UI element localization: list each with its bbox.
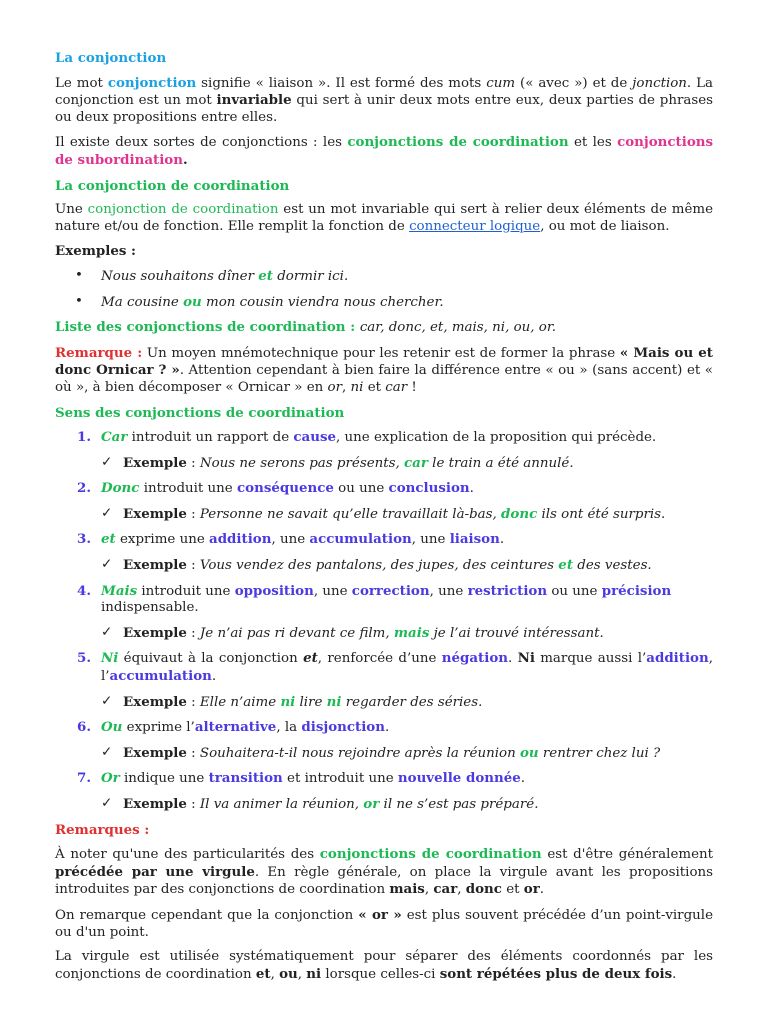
example-ni: ✓ Exemple : Elle n’aime ni lire ni regarder des séries. [101, 693, 483, 710]
conj-word: donc [501, 505, 538, 522]
text: regarder des séries. [341, 694, 483, 710]
text: précédée par une virgule [55, 863, 255, 880]
term-coordination: conjonction de coordination [87, 202, 279, 218]
list-item [55, 268, 713, 286]
text: est un mot invariable qui sert à relier deux éléments de même nature et/ou de fonction. Elle remplit la fonction de [55, 202, 714, 234]
text: (« avec ») et de [515, 75, 633, 91]
text: , [270, 966, 280, 982]
text: Il va animer la réunion, [199, 797, 364, 812]
remarques-paragraph-1 [55, 846, 713, 899]
exemple-label: Exemple [123, 557, 187, 574]
bullet-icon: • [75, 293, 83, 309]
keyword: nouvelle donnée [397, 770, 521, 787]
intro-paragraph-2 [55, 134, 713, 169]
text: ni [306, 965, 322, 982]
item-number: 2. [77, 480, 91, 497]
text: est d'être généralement [541, 847, 714, 863]
text: signifie « liaison ». Il est formé des mots [196, 75, 487, 91]
example-et: ✓ Exemple : Vous vendez des pantalons, des jupes, des ceintures et des vestes. [101, 557, 652, 574]
text: marque aussi l’ [534, 651, 647, 667]
text: Souhaitera-t-il nous rejoindre après la réunion [199, 745, 520, 761]
text: , une [313, 583, 352, 599]
term-coordination: conjonctions de coordination [347, 134, 569, 151]
text: introduit une [139, 481, 237, 497]
text: À noter qu'une des particularités des [55, 847, 320, 863]
text: , renforcée d’une [317, 651, 442, 667]
item-number: 7. [77, 770, 91, 787]
conj-word: Ou [101, 719, 123, 736]
text: équivaut à la conjonction [118, 651, 304, 667]
text: . [211, 669, 217, 685]
text: et les [568, 135, 618, 151]
conj-word: Or [101, 770, 120, 787]
text: , une [411, 532, 450, 548]
check-icon: ✓ [101, 796, 113, 811]
exemple-label: Exemple [123, 693, 187, 710]
examples-label: Exemples : [55, 243, 136, 260]
document-page [55, 50, 713, 991]
keyword: accumulation [109, 668, 212, 685]
text: . [499, 532, 505, 548]
exemple-label: Exemple [123, 624, 187, 641]
text: . [539, 882, 545, 898]
text: , une explication de la proposition qui précède. [336, 430, 657, 446]
conj-word: et [101, 531, 116, 548]
keyword: précision [601, 582, 672, 599]
text: et [255, 965, 271, 982]
exemple-label: Exemple [123, 744, 187, 761]
text: , une [271, 532, 310, 548]
conj-word: Mais [101, 582, 138, 599]
text: . [469, 481, 474, 497]
example-car: ✓ Exemple : Nous ne serons pas présents, car le train a été annulé. [101, 454, 574, 471]
term-coordination: conjonctions de coordination [319, 846, 542, 863]
text: , [457, 882, 466, 898]
list-label: Liste des conjonctions de coordination : [55, 319, 360, 336]
conj-word: ou [519, 744, 539, 761]
text: et [363, 379, 386, 395]
exemple-label: Exemple [123, 454, 187, 471]
conj-word: mais [393, 624, 430, 641]
text: car [385, 379, 408, 395]
example-mais: ✓ Exemple : Je n’ai pas ri devant ce film, mais je l’ai trouvé intéressant. [101, 624, 604, 641]
keyword: cause [293, 429, 337, 446]
text: indispensable. [101, 600, 199, 616]
conj-word: or [363, 796, 380, 812]
text: et [303, 650, 318, 667]
text: Je n’ai pas ri devant ce film, [199, 625, 394, 641]
remarques-label: Remarques : [55, 821, 150, 838]
sens-item-donc [55, 480, 713, 498]
text: , ou mot de liaison. [540, 218, 670, 234]
item-number: 4. [77, 582, 91, 599]
check-icon: ✓ [101, 505, 113, 521]
item-number: 3. [77, 531, 91, 548]
text: il ne s’est pas préparé. [379, 797, 539, 812]
item-number: 1. [77, 429, 91, 446]
text: Vous vendez des pantalons, des jupes, des ceintures [199, 558, 559, 574]
text: Ma cousine [101, 294, 184, 310]
text: . [520, 771, 526, 787]
conj-word: Ni [101, 650, 119, 667]
keyword: transition [208, 770, 283, 787]
text: . [182, 151, 188, 168]
text: ou une [547, 583, 602, 599]
sens-item-ni [55, 650, 713, 685]
text: , [342, 379, 351, 395]
check-icon: ✓ [101, 557, 113, 573]
text: lorsque celles-ci [321, 966, 440, 982]
text: car [433, 881, 458, 898]
keyword: correction [351, 582, 430, 599]
sens-item-et [55, 531, 713, 549]
text: , une [429, 583, 468, 599]
text: , [424, 882, 434, 898]
text: est plus souvent précédée d’un point-virgule ou d'un point. [55, 907, 713, 940]
text: On remarque cependant que la conjonction [55, 907, 359, 923]
text: . En règle générale, on place la virgule avant les propositions introduites par des conjonctions de coordination [55, 864, 713, 898]
text: , [297, 966, 307, 982]
text: ou une [333, 481, 389, 497]
text: ! [407, 379, 417, 395]
text: ils ont été surpris. [537, 506, 666, 522]
text: . [507, 651, 518, 667]
keyword: addition [209, 531, 272, 548]
check-icon: ✓ [101, 454, 113, 470]
section-heading-coordination: La conjonction de coordination [55, 177, 290, 194]
text: , l’ [101, 651, 713, 685]
text: . [672, 966, 677, 982]
text: , la [276, 720, 302, 736]
list-item [55, 294, 713, 312]
text: indique une [119, 771, 209, 787]
item-number: 5. [77, 650, 91, 667]
term-cum: cum [486, 75, 516, 91]
text: je l’ai trouvé intéressant. [429, 625, 604, 641]
text: exprime l’ [122, 720, 195, 736]
text: lire [295, 694, 327, 710]
term-conjonction: conjonction [107, 74, 197, 91]
keyword: conclusion [388, 480, 470, 497]
conj-word: et [558, 557, 574, 574]
remarque-label: Remarque : [55, 344, 143, 361]
remarque-paragraph [55, 345, 713, 397]
conj-word: Car [101, 429, 128, 446]
text: qui sert à unir deux mots entre eux, deux parties de phrases ou deux propositions entre elles. [55, 93, 714, 125]
text: Nous souhaitons dîner [101, 268, 259, 284]
text: introduit un rapport de [127, 430, 294, 446]
connecteur-logique-link[interactable]: connecteur logique [409, 218, 541, 234]
intro-paragraph-1 [55, 75, 713, 127]
text: le train a été annulé. [427, 455, 574, 471]
examples-list [55, 268, 713, 311]
exemple-label: Exemple [123, 796, 187, 812]
text: et [501, 882, 524, 898]
text: or [523, 881, 540, 898]
text: or [327, 379, 342, 395]
sens-item-car [55, 429, 713, 447]
text: Nous ne serons pas présents, [199, 455, 405, 471]
conj-word: car [404, 454, 428, 471]
text: Ni [517, 650, 535, 667]
check-icon: ✓ [101, 624, 113, 640]
text: Personne ne savait qu’elle travaillait là-bas, [199, 506, 502, 522]
text: La virgule est utilisée systématiquement pour séparer des éléments coordonnés par les conjonctions de coordination [55, 949, 713, 982]
text: Le mot [55, 75, 108, 91]
mnemonic: « Mais ou et donc Ornicar ? » [55, 344, 713, 379]
text: dormir ici. [272, 268, 349, 284]
text: exprime une [115, 532, 210, 548]
text: des vestes. [573, 558, 652, 574]
term-subordination: conjonctions de subordination [55, 134, 714, 168]
keyword: conséquence [237, 480, 334, 497]
example-donc: ✓ Exemple : Personne ne savait qu’elle travaillait là-bas, donc ils ont été surpris. [101, 505, 666, 522]
keyword: restriction [467, 582, 548, 599]
page-title: La conjonction [55, 50, 167, 66]
keyword: négation [441, 650, 508, 667]
keyword: disjonction [301, 719, 385, 736]
coordination-paragraph [55, 202, 713, 235]
check-icon: ✓ [101, 693, 113, 709]
text: ni [350, 379, 364, 395]
conj-word: ni [326, 693, 342, 710]
text: mon cousin viendra nous chercher. [201, 294, 444, 310]
exemple-label: Exemple [123, 505, 187, 522]
keyword: alternative [194, 719, 277, 736]
remarques-paragraph-3 [55, 949, 713, 983]
sens-item-mais [55, 583, 713, 617]
text: ou [279, 965, 298, 982]
term-jonction: jonction [632, 75, 687, 91]
term-invariable: invariable [216, 92, 292, 109]
text: sont répétées plus de deux fois [439, 965, 673, 982]
text: « or » [358, 906, 402, 923]
keyword: addition [646, 650, 709, 667]
text: Elle n’aime [199, 694, 281, 710]
check-icon: ✓ [101, 744, 113, 760]
text: . [384, 720, 390, 736]
sens-item-ou [55, 719, 713, 737]
text: introduit une [137, 583, 235, 599]
keyword: accumulation [309, 531, 412, 548]
sens-item-or [55, 770, 713, 788]
keyword: liaison [449, 531, 500, 548]
text: et introduit une [282, 771, 398, 787]
example-or: ✓ Exemple : Il va animer la réunion, or il ne s’est pas préparé. [101, 796, 539, 812]
item-number: 6. [77, 719, 91, 736]
keyword: opposition [234, 582, 314, 599]
conjunction-list [55, 319, 713, 337]
list-items: car, donc, et, mais, ni, ou, or. [359, 320, 557, 336]
bullet-icon: • [75, 267, 83, 283]
conj-word: Donc [101, 480, 140, 497]
text: Une [55, 202, 88, 218]
text: . Attention cependant à bien faire la différence entre « ou » (sans accent) et « où », à bien décomposer « Ornicar » en [55, 363, 713, 395]
conj-word: ni [280, 693, 296, 710]
section-heading-sens: Sens des conjonctions de coordination [55, 404, 345, 421]
conj-word: ou [183, 293, 202, 310]
text: rentrer chez lui ? [538, 745, 661, 761]
remarques-paragraph-2 [55, 907, 713, 941]
conj-word: et [258, 267, 273, 284]
text: Il existe deux sortes de conjonctions : les [55, 135, 348, 151]
example-ou: ✓ Exemple : Souhaitera-t-il nous rejoindre après la réunion ou rentrer chez lui ? [101, 744, 661, 761]
text: donc [465, 881, 502, 898]
text: Un moyen mnémotechnique pour les retenir est de former la phrase [142, 345, 620, 361]
text: . La conjonction est un mot [55, 75, 713, 109]
text: mais [389, 881, 425, 898]
